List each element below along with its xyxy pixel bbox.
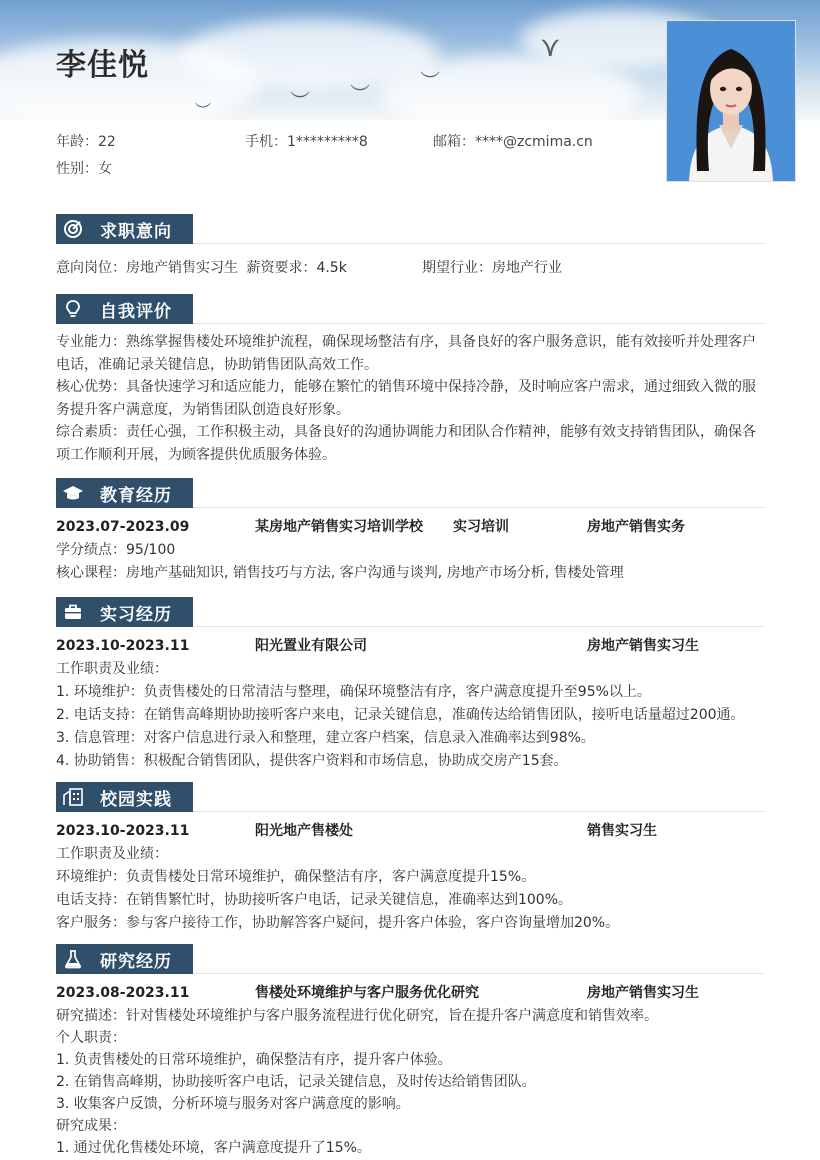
section-header: [56, 478, 193, 508]
section-header: [56, 294, 193, 324]
self-eval-paragraph: 综合素质：责任心强，工作积极主动，具备良好的沟通协调能力和团队合作精神，能够有效支持销售团队，确保各项工作顺利开展，为顾客提供优质服务体验。: [56, 424, 756, 463]
section-title: 教育经历: [100, 485, 172, 506]
self-eval-paragraph: 专业能力：熟练掌握售楼处环境维护流程，确保现场整洁有序，具备良好的客户服务意识，能有效接听并处理客户电话，准确记录关键信息，协助销售团队高效工作。: [56, 334, 756, 373]
job-intent-section: [56, 214, 764, 280]
campus-date: 2023.10-2023.11: [56, 823, 190, 839]
divider: [193, 973, 764, 974]
internship-section: [56, 597, 764, 773]
internship-line: 3. 信息管理：对客户信息进行录入和整理，建立客户档案，信息录入准确率达到98%。: [56, 730, 595, 746]
profile-photo: [666, 20, 796, 182]
briefcase-icon: [62, 601, 84, 623]
research-date: 2023.08-2023.11: [56, 985, 190, 1001]
internship-line: 4. 协助销售：积极配合销售团队，提供客户资料和市场信息，协助成交房产15套。: [56, 753, 568, 769]
section-header: [56, 597, 193, 627]
research-line: 研究成果：: [56, 1118, 126, 1134]
intent-salary: 薪资要求：4.5k: [246, 260, 347, 276]
divider: [193, 243, 764, 244]
job-intent-row: [56, 257, 764, 280]
education-date: 2023.07-2023.09: [56, 519, 190, 535]
section-header: [56, 214, 193, 244]
intent-industry: 期望行业：房地产行业: [422, 260, 562, 276]
research-role: 房地产销售实习生: [587, 985, 699, 1001]
education-header-row: [56, 516, 764, 539]
divider: [193, 323, 764, 324]
internship-company: 阳光置业有限公司: [255, 638, 367, 654]
bird-icon: ︶: [195, 101, 212, 120]
intent-position: 意向岗位：房地产销售实习生: [56, 260, 238, 276]
divider: [193, 811, 764, 812]
research-section: [56, 944, 764, 1159]
campus-header-row: [56, 820, 764, 843]
research-header-row: [56, 982, 764, 1005]
research-line: 研究描述：针对售楼处环境维护与客户服务流程进行优化研究，旨在提升客户满意度和销售效率。: [56, 1008, 658, 1024]
internship-header-row: [56, 635, 764, 658]
internship-line: 工作职责及业绩：: [56, 661, 168, 677]
campus-line: 环境维护：负责售楼处日常环境维护，确保整洁有序，客户满意度提升15%。: [56, 869, 536, 885]
internship-line: 1. 环境维护：负责售楼处的日常清洁与整理，确保环境整洁有序，客户满意度提升至95%以上。: [56, 684, 651, 700]
campus-org: 阳光地产售楼处: [255, 823, 353, 839]
bird-icon: ⋎: [540, 30, 561, 63]
research-line: 2. 在销售高峰期，协助接听客户电话，记录关键信息，及时传达给销售团队。: [56, 1074, 536, 1090]
research-line: 1. 通过优化售楼处环境，客户满意度提升了15%。: [56, 1140, 371, 1156]
divider: [193, 626, 764, 627]
self-eval-paragraph: 核心优势：具备快速学习和适应能力，能够在繁忙的销售环境中保持冷静，及时响应客户需求，通过细致入微的服务提升客户满意度，为销售团队创造良好形象。: [56, 379, 756, 418]
research-line: 3. 收集客户反馈，分析环境与服务对客户满意度的影响。: [56, 1096, 410, 1112]
education-gpa: 学分绩点：95/100: [56, 542, 176, 558]
campus-role: 销售实习生: [587, 823, 657, 839]
portrait-image: [667, 21, 795, 181]
education-courses: 核心课程：房地产基础知识, 销售技巧与方法, 客户沟通与谈判, 房地产市场分析, 售楼处管理: [56, 565, 624, 581]
education-school: 某房地产销售实习培训学校: [255, 519, 423, 535]
phone-field: 手机：1*********8: [245, 134, 368, 150]
education-type: 实习培训: [453, 519, 509, 535]
target-icon: [62, 218, 84, 240]
education-section: [56, 478, 764, 585]
graduation-cap-icon: [62, 482, 84, 504]
section-title: 校园实践: [100, 789, 172, 810]
gender-field: 性别：女: [56, 161, 112, 177]
age-field: 年龄：22: [56, 134, 116, 150]
bird-icon: ︶: [290, 89, 310, 113]
research-line: 1. 负责售楼处的日常环境维护，确保整洁有序，提升客户体验。: [56, 1052, 452, 1068]
campus-line: 客户服务：参与客户接待工作，协助解答客户疑问，提升客户体验，客户咨询量增加20%。: [56, 915, 620, 931]
internship-line: 2. 电话支持：在销售高峰期协助接听客户来电，记录关键信息，准确传达给销售团队，接听电话量超过200通。: [56, 707, 745, 723]
section-header: [56, 944, 193, 974]
bird-icon: ︶: [420, 69, 440, 93]
research-project: 售楼处环境维护与客户服务优化研究: [255, 985, 479, 1001]
campus-line: 工作职责及业绩：: [56, 846, 168, 862]
campus-section: [56, 782, 764, 935]
building-icon: [62, 786, 84, 808]
divider: [193, 507, 764, 508]
bird-icon: ︶: [350, 82, 370, 106]
internship-role: 房地产销售实习生: [587, 638, 699, 654]
section-title: 实习经历: [100, 604, 172, 625]
research-line: 个人职责：: [56, 1030, 126, 1046]
internship-date: 2023.10-2023.11: [56, 638, 190, 654]
candidate-name: 李佳悦: [56, 48, 149, 83]
email-field: 邮箱：****@zcmima.cn: [433, 134, 593, 150]
flask-icon: [62, 948, 84, 970]
section-title: 求职意向: [100, 221, 172, 242]
self-eval-section: [56, 294, 764, 466]
section-header: [56, 782, 193, 812]
section-title: 研究经历: [100, 951, 172, 972]
campus-line: 电话支持：在销售繁忙时，协助接听客户电话，记录关键信息，准确率达到100%。: [56, 892, 573, 908]
education-major: 房地产销售实务: [587, 519, 685, 535]
lightbulb-icon: [62, 298, 84, 320]
section-title: 自我评价: [100, 301, 172, 322]
